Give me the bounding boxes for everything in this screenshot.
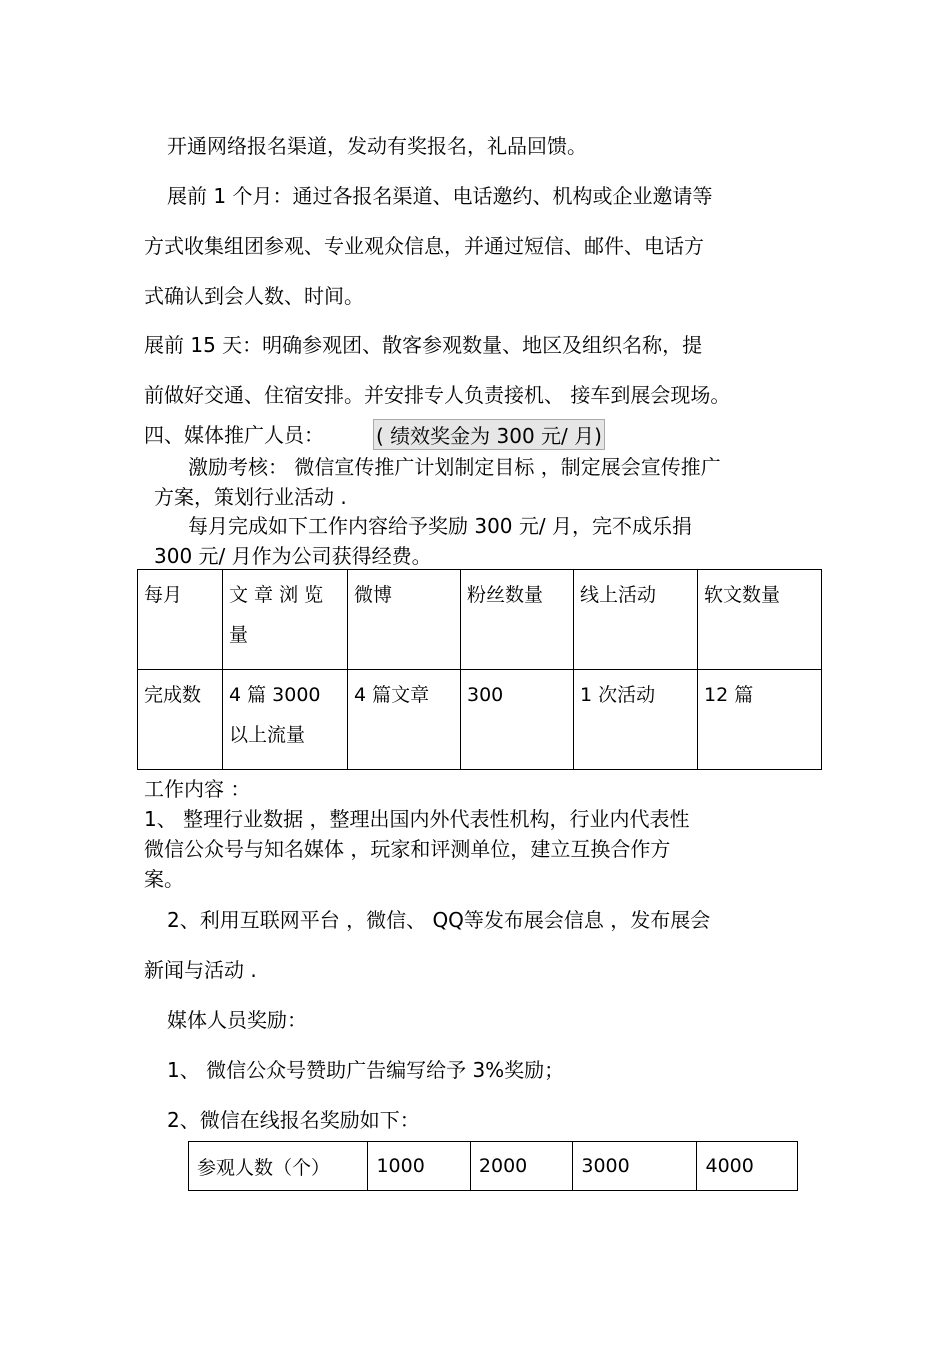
registration-reward-table: [188, 1141, 798, 1191]
table-cell: 4000: [697, 1142, 798, 1191]
paragraph-one-month-line1: 展前 1 个月：通过各报名渠道、电话邀约、机构或企业邀请等: [167, 184, 713, 208]
table-cell: 微博: [348, 570, 461, 670]
table-row: [189, 1142, 798, 1191]
table-header-row: [138, 570, 822, 670]
table-cell: 文 章 浏 览 量: [223, 570, 348, 670]
paragraph-one-month-line3: 式确认到会人数、时间。: [144, 284, 364, 308]
paragraph-online-registration: 开通网络报名渠道，发动有奖报名，礼品回馈。: [167, 134, 587, 158]
reward-item1: 1、 微信公众号赞助广告编写给予 3%奖励；: [167, 1058, 565, 1082]
table-cell: 完成数: [138, 670, 223, 770]
table-cell: 参观人数（个）: [189, 1142, 368, 1191]
work-content-heading: 工作内容 ：: [144, 777, 251, 801]
table-cell: 1000: [368, 1142, 470, 1191]
table-cell: 软文数量: [698, 570, 822, 670]
reward-item2: 2、微信在线报名奖励如下：: [167, 1108, 420, 1132]
paragraph-one-month-line2: 方式收集组团参观、专业观众信息，并通过短信、邮件、电话方: [144, 234, 704, 258]
table-cell: 1 次活动: [574, 670, 698, 770]
work-item1-line3: 案。: [144, 867, 184, 891]
paragraph-fifteen-days-line1: 展前 15 天：明确参观团、散客参观数量、地区及组织名称，提: [144, 333, 703, 357]
table-cell: 4 篇文章: [348, 670, 461, 770]
paragraph-fifteen-days-line2: 前做好交通、住宿安排。并安排专人负责接机、 接车到展会现场。: [144, 383, 731, 407]
incentive-line2: 方案，策划行业活动 .: [154, 485, 347, 509]
table-cell: 粉丝数量: [461, 570, 574, 670]
table-cell: 3000: [573, 1142, 697, 1191]
table-cell: 每月: [138, 570, 223, 670]
section-heading-media: 四、媒体推广人员：: [144, 423, 324, 447]
bonus-highlight: ( 绩效奖金为 300 元/ 月): [373, 419, 605, 450]
monthly-reward-line1: 每月完成如下工作内容给予奖励 300 元/ 月，完不成乐捐: [188, 514, 692, 538]
table-cell: 4 篇 3000 以上流量: [223, 670, 348, 770]
table-cell: 2000: [470, 1142, 572, 1191]
work-item2-line1: 2、利用互联网平台 ，微信、 QQ等发布展会信息 ，发布展会: [167, 908, 711, 932]
incentive-line1: 激励考核： 微信宣传推广计划制定目标 ，制定展会宣传推广: [188, 455, 721, 479]
work-item1-line1: 1、 整理行业数据 ，整理出国内外代表性机构，行业内代表性: [144, 807, 690, 831]
monthly-target-table: [137, 569, 822, 770]
monthly-reward-line2: 300 元/ 月作为公司获得经费。: [154, 544, 432, 568]
work-item2-line2: 新闻与活动 .: [144, 958, 257, 982]
media-rewards-heading: 媒体人员奖励：: [167, 1008, 307, 1032]
table-cell: 300: [461, 670, 574, 770]
table-cell: 12 篇: [698, 670, 822, 770]
table-cell: 线上活动: [574, 570, 698, 670]
work-item1-line2: 微信公众号与知名媒体 ，玩家和评测单位，建立互换合作方: [144, 837, 671, 861]
table-row: [138, 670, 822, 770]
